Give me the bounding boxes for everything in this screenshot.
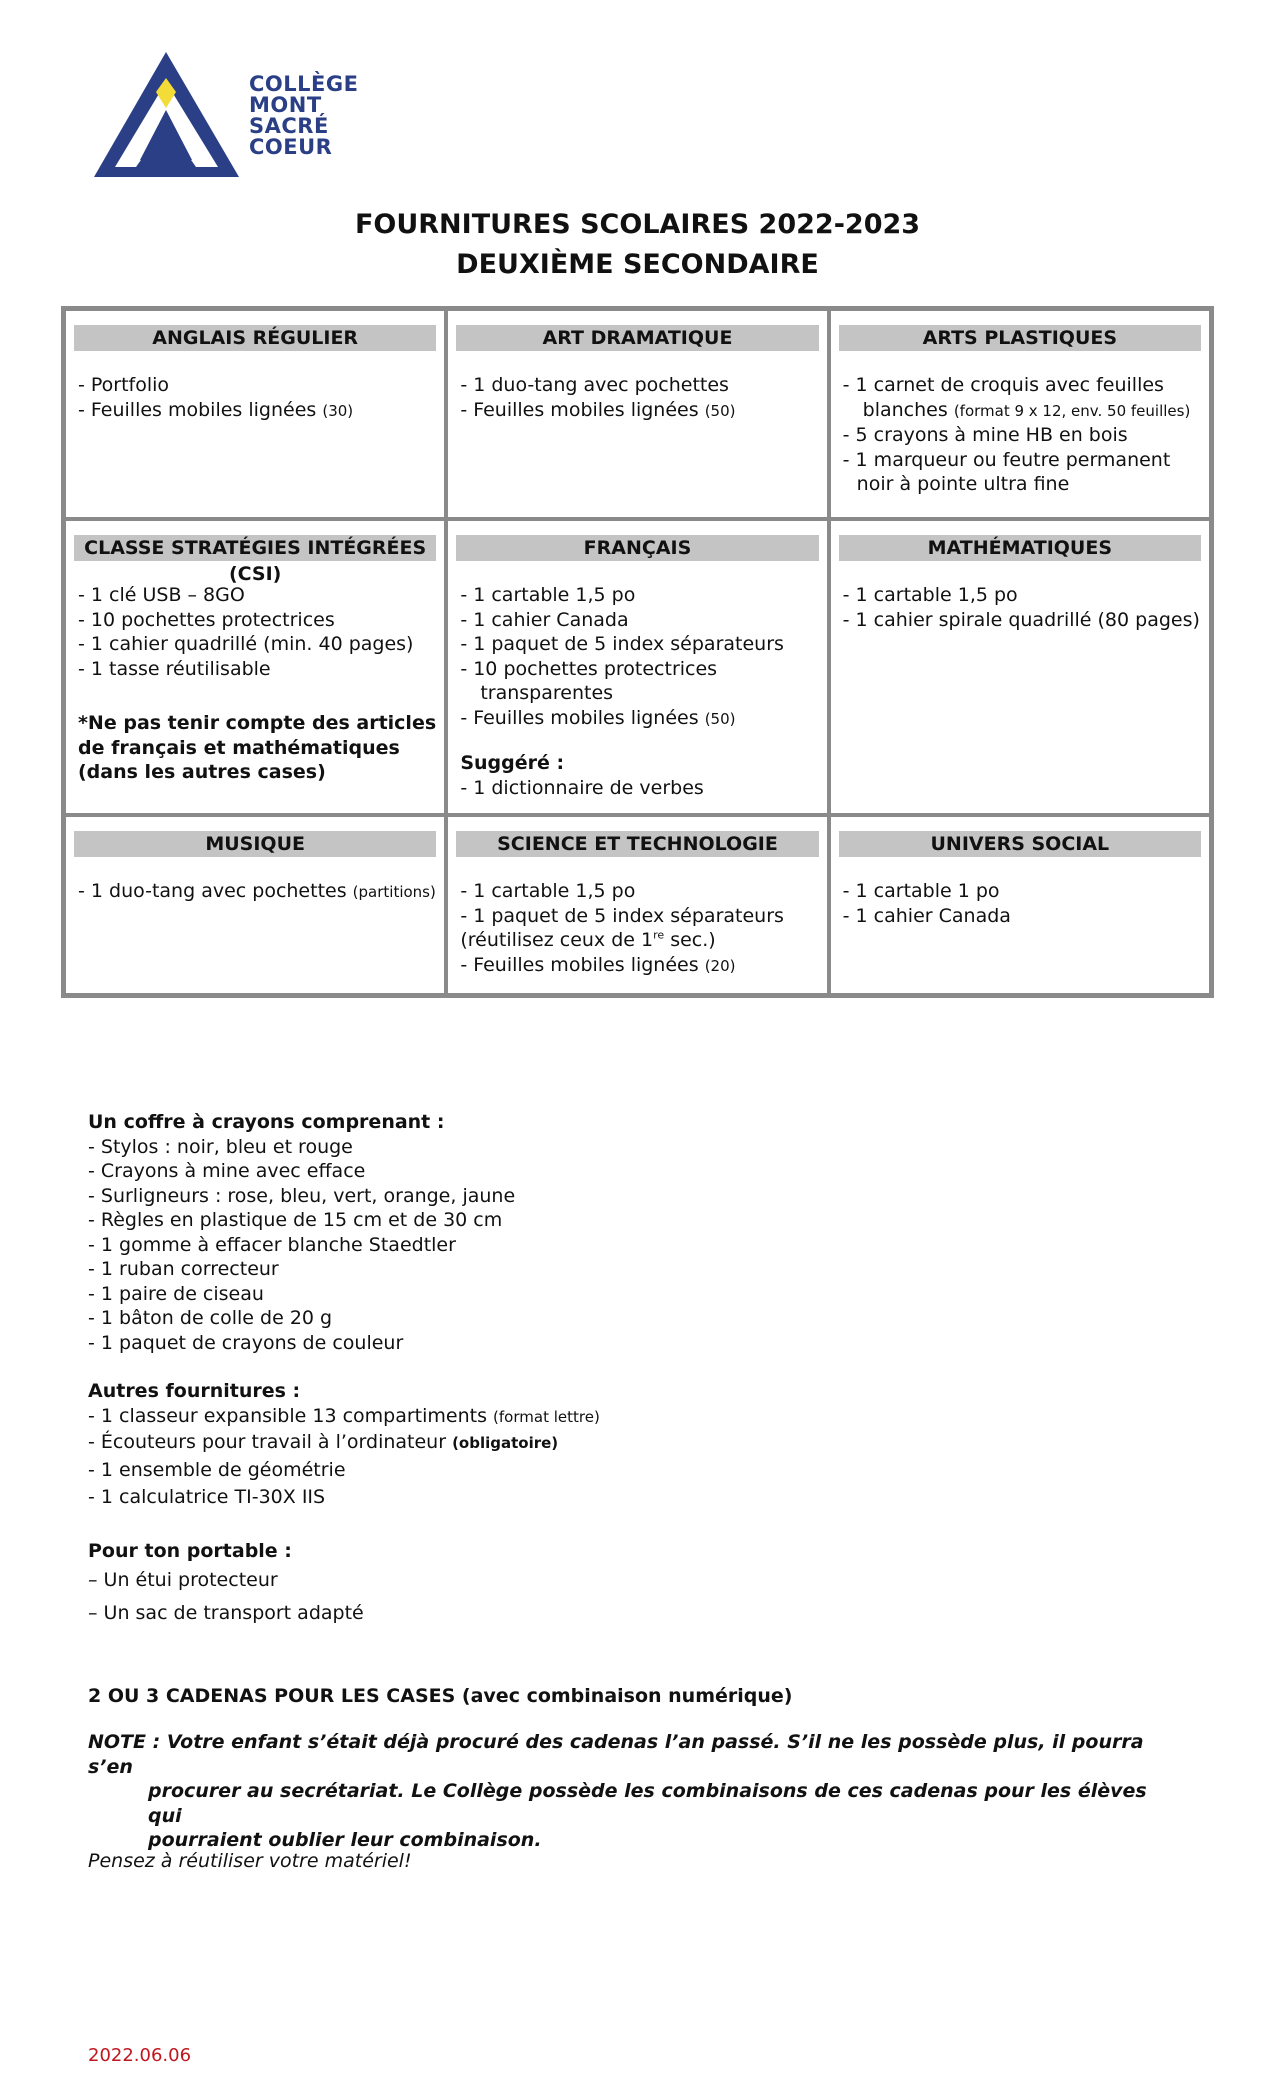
list-item: - Portfolio — [78, 374, 170, 396]
supply-list — [456, 879, 818, 978]
school-name-line: SACRÉ — [249, 114, 329, 138]
item-text: - Feuilles mobiles lignées — [460, 953, 699, 976]
item-text: blanches — [862, 398, 948, 421]
list-item: - 1 tasse réutilisable — [78, 657, 271, 680]
list-item: - 1 cartable 1,5 po — [460, 880, 636, 902]
subject-cell-art-dramatique — [446, 309, 828, 519]
list-item: - 1 cartable 1,5 po — [842, 584, 1018, 606]
subject-cell-univers-social — [829, 815, 1211, 995]
item-text: - Feuilles mobiles lignées — [460, 706, 699, 729]
list-item: - 1 duo-tang avec pochettes — [460, 374, 729, 396]
list-item: - 10 pochettes protectrices — [78, 608, 335, 631]
laptop-title: Pour ton portable : — [88, 1540, 292, 1562]
list-item: - 1 cahier quadrillé (min. 40 pages) — [78, 633, 414, 655]
laptop-list — [88, 1564, 1188, 1630]
supply-list — [456, 583, 818, 731]
list-item: - 1 dictionnaire de verbes — [460, 776, 704, 799]
list-item: - Crayons à mine avec efface — [88, 1160, 366, 1182]
supply-list — [839, 373, 1201, 497]
subject-cell-science — [446, 815, 828, 995]
reuse-reminder: Pensez à réutiliser votre matériel! — [88, 1850, 412, 1872]
subject-header: ANGLAIS RÉGULIER — [74, 325, 436, 351]
list-item: - 1 paquet de crayons de couleur — [88, 1331, 404, 1354]
subject-header: MUSIQUE — [74, 831, 436, 857]
item-quantity: (50) — [704, 709, 736, 728]
item-text: - 1 classeur expansible 13 compartiments — [88, 1404, 487, 1427]
list-item — [78, 879, 436, 905]
supply-list — [839, 583, 1201, 632]
subject-header: UNIVERS SOCIAL — [839, 831, 1201, 857]
suggested-label: Suggéré : — [460, 752, 565, 774]
list-item: - 5 crayons à mine HB en bois — [842, 424, 1128, 446]
subjects-table — [61, 306, 1214, 998]
list-item: - 1 ruban correcteur — [88, 1258, 279, 1280]
list-item: - 10 pochettes protectrices — [460, 657, 718, 680]
supply-list — [839, 879, 1201, 928]
item-text: - Feuilles mobiles lignées — [78, 398, 317, 421]
item-detail: (format lettre) — [493, 1407, 600, 1426]
item-text: - Feuilles mobiles lignées — [460, 398, 699, 421]
other-supplies-title: Autres fournitures : — [88, 1380, 301, 1402]
suggested-list — [456, 776, 818, 801]
page-title — [0, 205, 1275, 285]
supply-list — [74, 373, 436, 423]
list-item: - Stylos : noir, bleu et rouge — [88, 1135, 353, 1158]
list-item: - 1 paquet de 5 index séparateurs — [460, 633, 784, 655]
subject-cell-anglais — [64, 309, 446, 519]
csi-note: *Ne pas tenir compte des articles de français et mathématiques (dans les autres cases) — [78, 712, 437, 783]
list-item-continuation — [843, 398, 1201, 424]
list-item: - 1 paire de ciseau — [88, 1282, 264, 1305]
title-line-2: DEUXIÈME SECONDAIRE — [456, 249, 819, 280]
list-item: - 1 cahier Canada — [460, 608, 629, 631]
list-item: - 1 paquet de 5 index séparateurs — [460, 904, 784, 927]
logo-mountain-icon — [94, 52, 239, 177]
list-item: - 1 clé USB – 8GO — [78, 584, 245, 606]
list-item: - 1 cahier Canada — [842, 904, 1011, 927]
list-item: - 1 carnet de croquis avec feuilles — [842, 374, 1164, 396]
list-item — [78, 398, 436, 424]
item-text: - 1 duo-tang avec pochettes — [78, 880, 347, 902]
list-item — [88, 1404, 1188, 1430]
list-item — [460, 398, 818, 424]
note-line: procurer au secrétariat. Le Collège possède les combinaisons de ces cadenas pour les élèves qui — [148, 1780, 1147, 1827]
superscript: re — [653, 928, 665, 942]
supply-list — [456, 373, 818, 423]
list-item — [460, 928, 818, 953]
list-item-continuation: transparentes — [480, 682, 614, 704]
list-item: – Un étui protecteur — [88, 1568, 278, 1591]
list-item: - Règles en plastique de 15 cm et de 30 cm — [88, 1209, 503, 1231]
subject-header: SCIENCE ET TECHNOLOGIE — [456, 831, 818, 857]
list-item: - 1 bâton de colle de 20 g — [88, 1307, 333, 1329]
item-quantity: (20) — [704, 956, 736, 975]
school-name-line: MONT — [249, 93, 322, 117]
item-quantity: (partitions) — [352, 883, 436, 901]
school-name-line: COEUR — [249, 135, 333, 159]
item-quantity: (format 9 x 12, env. 50 feuilles) — [953, 401, 1191, 420]
school-logo — [94, 52, 374, 182]
pencil-case-list — [88, 1135, 1188, 1356]
supply-list — [74, 583, 436, 681]
item-quantity: (50) — [704, 401, 736, 420]
supply-list — [74, 879, 436, 905]
other-supplies-list — [88, 1404, 1188, 1512]
list-item — [460, 953, 818, 979]
list-item: - 1 cartable 1 po — [842, 880, 1000, 902]
item-text: sec.) — [664, 929, 716, 951]
subject-header: MATHÉMATIQUES — [839, 535, 1201, 561]
school-name — [249, 74, 358, 158]
list-item: - 1 calculatrice TI-30X IIS — [88, 1486, 326, 1508]
list-item — [88, 1429, 1188, 1457]
item-quantity: (30) — [322, 401, 354, 420]
subject-header: CLASSE STRATÉGIES INTÉGRÉES (CSI) — [74, 535, 436, 561]
document-date: 2022.06.06 — [88, 2045, 192, 2066]
item-detail: (obligatoire) — [452, 1434, 559, 1452]
subject-cell-arts-plastiques — [829, 309, 1211, 519]
subject-header: FRANÇAIS — [456, 535, 818, 561]
school-name-line: COLLÈGE — [249, 72, 359, 96]
general-supplies — [88, 1110, 1188, 1630]
subject-cell-csi — [64, 519, 446, 815]
list-item-continuation: noir à pointe ultra fine — [856, 473, 1070, 495]
locks-note — [88, 1730, 1178, 1853]
pencil-case-title: Un coffre à crayons comprenant : — [88, 1111, 445, 1133]
subject-cell-musique — [64, 815, 446, 995]
title-line-1: FOURNITURES SCOLAIRES 2022-2023 — [354, 209, 921, 240]
list-item: - Surligneurs : rose, bleu, vert, orange, jaune — [88, 1184, 516, 1207]
subject-header: ARTS PLASTIQUES — [839, 325, 1201, 351]
item-text: - Écouteurs pour travail à l’ordinateur — [88, 1431, 447, 1453]
list-item: - 1 ensemble de géométrie — [88, 1459, 346, 1481]
list-item: - 1 marqueur ou feutre permanent — [842, 448, 1171, 471]
list-item: - 1 cartable 1,5 po — [460, 584, 636, 606]
list-item: - 1 gomme à effacer blanche Staedtler — [88, 1233, 456, 1256]
locks-heading: 2 OU 3 CADENAS POUR LES CASES (avec combinaison numérique) — [88, 1685, 793, 1707]
list-item — [460, 706, 818, 732]
subject-cell-francais — [446, 519, 828, 815]
list-item: - 1 cahier spirale quadrillé (80 pages) — [842, 608, 1200, 631]
subject-header: ART DRAMATIQUE — [456, 325, 818, 351]
note-line: pourraient oublier leur combinaison. — [148, 1829, 542, 1851]
item-text: (réutilisez ceux de 1 — [460, 929, 654, 951]
list-item: – Un sac de transport adapté — [88, 1601, 364, 1624]
note-line: NOTE : Votre enfant s’était déjà procuré des cadenas l’an passé. S’il ne les possède plus, il pourra s’en — [88, 1731, 1144, 1778]
subject-cell-mathematiques — [829, 519, 1211, 815]
